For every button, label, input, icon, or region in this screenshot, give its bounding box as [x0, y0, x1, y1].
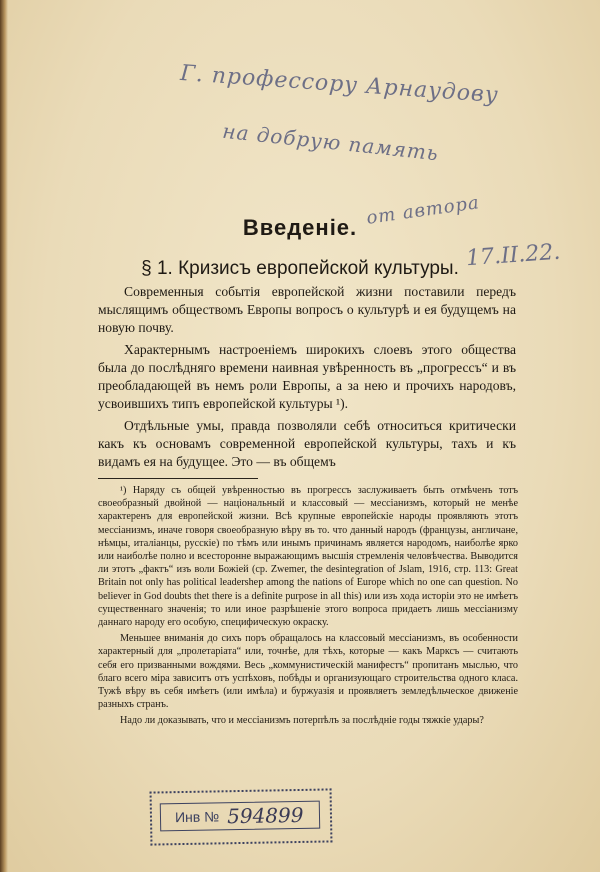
- page-binding-edge: [0, 0, 8, 872]
- handwritten-dedication-line-3: от автора: [365, 192, 481, 229]
- inventory-label: Инв №: [174, 808, 220, 826]
- paragraph: Отдѣльные умы, правда позволяли себѣ относиться критически какъ къ основамъ современной европейской культуры, тахъ и къ видамъ ея на будущее. Это — въ общемъ: [98, 418, 516, 469]
- inventory-stamp: [150, 788, 333, 845]
- footnote-divider: [98, 478, 258, 479]
- inventory-number: 594899: [226, 802, 304, 829]
- paragraph: Современныя событія европейской жизни поставили передъ мыслящимъ обществомъ Европы вопросъ о культурѣ и ея будущемъ на новую почву.: [98, 284, 516, 335]
- paragraph: Характернымъ настроеніемъ широкихъ слоевъ этого общества была до послѣдняго времени наивная увѣренность въ „прогрессъ“ и въ преобладающей въ немъ роли Европы, а за нею и прочихъ народовъ, усвоившихъ типъ европейской культуры ¹).: [98, 342, 516, 411]
- inventory-stamp-frame: [160, 801, 320, 832]
- footnote: Меньшее вниманія до сихъ поръ обращалось на классовый мессіанизмъ, въ особенности характерный для „пролетаріата“ или, точнѣе, для тѣхъ, которые — какъ Марксъ — считають себя его призванными вождями. Весь „коммунистическій манифестъ“ пропитанъ мыслью, что благо всего міра зависитъ отъ успѣховъ, побѣды и организующаго строительства одного класа. Тужѣ вѣру въ себя имѣетъ (или имѣла) и буржуазія и проявляетъ земледѣльческое движеніе разныхъ странъ.: [98, 633, 518, 711]
- chapter-title: Введеніе.: [242, 215, 358, 240]
- footnote: Надо ли доказывать, что и мессіанизмъ потерпѣлъ за послѣдніе годы тяжкіе удары?: [120, 715, 484, 727]
- main-text: [98, 283, 516, 475]
- handwritten-date: 17.II.22.: [465, 239, 562, 272]
- footnote: ¹) Наряду съ общей увѣренностью въ прогрессъ заслуживаетъ быть отмѣченъ тотъ своеобразный двойной — національный и классовый — мессіанизмъ, который не менѣе характеренъ для европейской жизни. Всѣ крупные европейскіе народы проявляють этотъ мессіанизмъ, иначе говоря своеобразную вѣру въ то. что данный народъ (французы, англичане, нѣмцы, италіанцы, русскіе) по тѣмъ или инымъ причинамъ является народомъ, наиболѣе ярко или наиболѣе полно и всесторонне выражающимъ высшія стремленія человѣчества. Выводится ли этотъ „фактъ“ изъ воли Божіей (ср. Zwemer, the desintegration of Jslam, 1916, стр. 113: Great Britain not only has political leadershep among the nations of Europe which no one can question. No believer in God doubts thet there is a definite purpose in all this) или изъ хода исторіи это не имѣетъ существеннаго значенія; то или иное разрѣшеніе этого вопроса придаетъ лишь мессіанизму даннаго народу его особую, специфическую окраску.: [98, 485, 518, 629]
- footnotes: [98, 484, 518, 731]
- handwritten-dedication-line-1: Г. профессору Арнаудову: [179, 60, 500, 109]
- handwritten-dedication-line-2: на добрую память: [221, 118, 440, 166]
- section-heading: § 1. Кризисъ европейской культуры.: [141, 258, 459, 279]
